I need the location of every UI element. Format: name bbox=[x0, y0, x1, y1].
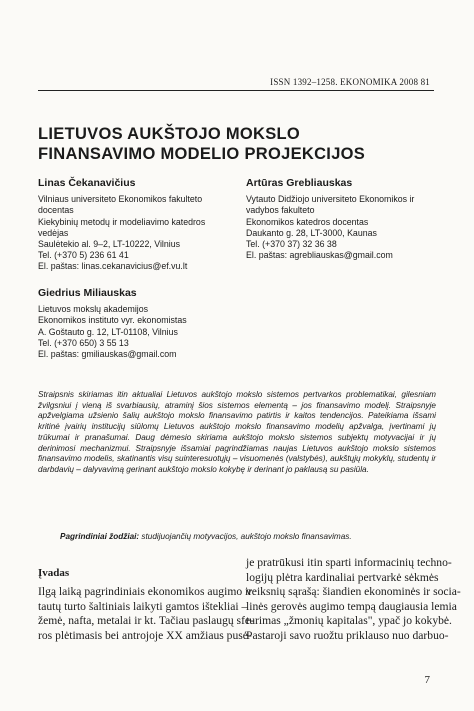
author-name: Artūras Grebliauskas bbox=[246, 177, 353, 189]
body-line: Pastaroji savo ruožtu priklauso nuo darbuo- bbox=[246, 628, 449, 642]
address-line: Daukanto g. 28, LT-3000, Kaunas bbox=[246, 227, 377, 238]
author-name: Linas Čekanavičius bbox=[38, 177, 136, 189]
email-line: El. paštas: agrebliauskas@gmail.com bbox=[246, 250, 393, 261]
address-line: A. Goštauto g. 12, LT-01108, Vilnius bbox=[38, 326, 178, 337]
page-number: 7 bbox=[424, 674, 430, 686]
affiliation-line: vadybos fakulteto bbox=[246, 205, 315, 216]
keywords-label: Pagrindiniai žodžiai: bbox=[60, 532, 140, 541]
body-line: linės gerovės augimo tempą daugiausia lemia bbox=[246, 599, 457, 613]
article-title bbox=[38, 124, 365, 164]
author-block-grebliauskas bbox=[246, 178, 414, 261]
affiliation-line: Ekonomikos katedros docentas bbox=[246, 216, 369, 227]
body-line: tautų turto šaltiniais laikyti gamtos ištekliai – bbox=[38, 599, 248, 613]
header-rule bbox=[38, 90, 434, 91]
body-line: veiksnių sąrašą: šiandien ekonominės ir socia- bbox=[246, 585, 461, 598]
title-line: LIETUVOS AUKŠTOJO MOKSLO bbox=[38, 125, 301, 143]
address-line: Saulėtekio al. 9–2, LT-10222, Vilnius bbox=[38, 239, 180, 250]
affiliation-line: docentas bbox=[38, 205, 74, 216]
body-line: ros plėtimasis bei antrojoje XX amžiaus pusė- bbox=[38, 628, 252, 642]
body-line: turimas „žmonių kapitalas", ypač jo kokybė. bbox=[246, 614, 452, 627]
affiliation-line: Kiekybinių metodų ir modeliavimo katedros bbox=[38, 216, 206, 227]
title-line: FINANSAVIMO MODELIO PROJEKCIJOS bbox=[38, 145, 366, 163]
body-line: Ilgą laiką pagrindiniais ekonomikos augimo ir bbox=[38, 585, 253, 598]
affiliation-line: vedėjas bbox=[38, 227, 69, 238]
phone-line: Tel. (+370 650) 3 55 13 bbox=[38, 337, 129, 348]
body-column-left bbox=[38, 585, 254, 643]
body-column-right bbox=[246, 556, 461, 643]
phone-line: Tel. (+370 37) 32 36 38 bbox=[246, 239, 337, 250]
running-head: ISSN 1392–1258. EKONOMIKA 2008 81 bbox=[270, 77, 430, 87]
abstract: Straipsnis skiriamas itin aktualiai Lietuvos aukštojo mokslo sistemos pertvarkos problematikai, gilesniam žvilgsniui į vieną iš svarbiausių, atraminį šios sistemos elementą – jos finansavimo modelį. Straipsnyje apžvelgiama užsienio šalių aukštojo mokslo finansavimo patirtis ir kaitos tendencijos. Pateikiama išsami kritinė įvairių institucijų siūlomų Lietuvos aukštojo mokslo finansavimo modelių apžvalga, įvertinami jų trūkumai ir pranašumai. Daug dėmesio skiriama aukštojo mokslo sistemos subjektų motyvacijai ir jų derinimosi mechanizmui. Straipsnyje išsamiai pagrindžiamas naujas Lietuvos aukštojo mokslo sistemos finansavimo modelis, skatinantis visų suinteresuotųjų – visuomenės (valstybės), aukštųjų mokyklų, studentų ir darbdavių – dalyvavimą gerinant aukštojo mokslo kokybę ir derinant jo paklausą su pasiūla. bbox=[38, 390, 436, 474]
author-block-miliauskas bbox=[38, 288, 187, 360]
email-line: El. paštas: gmiliauskas@gmail.com bbox=[38, 349, 177, 360]
body-line: žemė, nafta, metalai ir kt. Tačiau paslaugų sfe- bbox=[38, 614, 254, 627]
author-name: Giedrius Miliauskas bbox=[38, 287, 137, 299]
affiliation-line: Vytauto Didžiojo universiteto Ekonomikos ir bbox=[246, 194, 415, 205]
keywords-text: studijuojančių motyvacijos, aukštojo mokslo finansavimas. bbox=[139, 532, 352, 541]
email-line: El. paštas: linas.cekanavicius@ef.vu.lt bbox=[38, 261, 188, 272]
affiliation-line: Vilniaus universiteto Ekonomikos fakulteto bbox=[38, 194, 203, 205]
body-line: logijų plėtra kardinaliai pertvarkė sėkmės bbox=[246, 570, 439, 584]
section-heading: Įvadas bbox=[38, 567, 70, 579]
affiliation-line: Ekonomikos instituto vyr. ekonomistas bbox=[38, 315, 187, 326]
body-line: je pratrūkusi itin sparti informacinių techno- bbox=[246, 556, 452, 569]
author-block-cekanavicius bbox=[38, 178, 205, 273]
phone-line: Tel. (+370 5) 236 61 41 bbox=[38, 250, 129, 261]
affiliation-line: Lietuvos mokslų akademijos bbox=[38, 304, 149, 315]
keywords bbox=[60, 532, 352, 541]
